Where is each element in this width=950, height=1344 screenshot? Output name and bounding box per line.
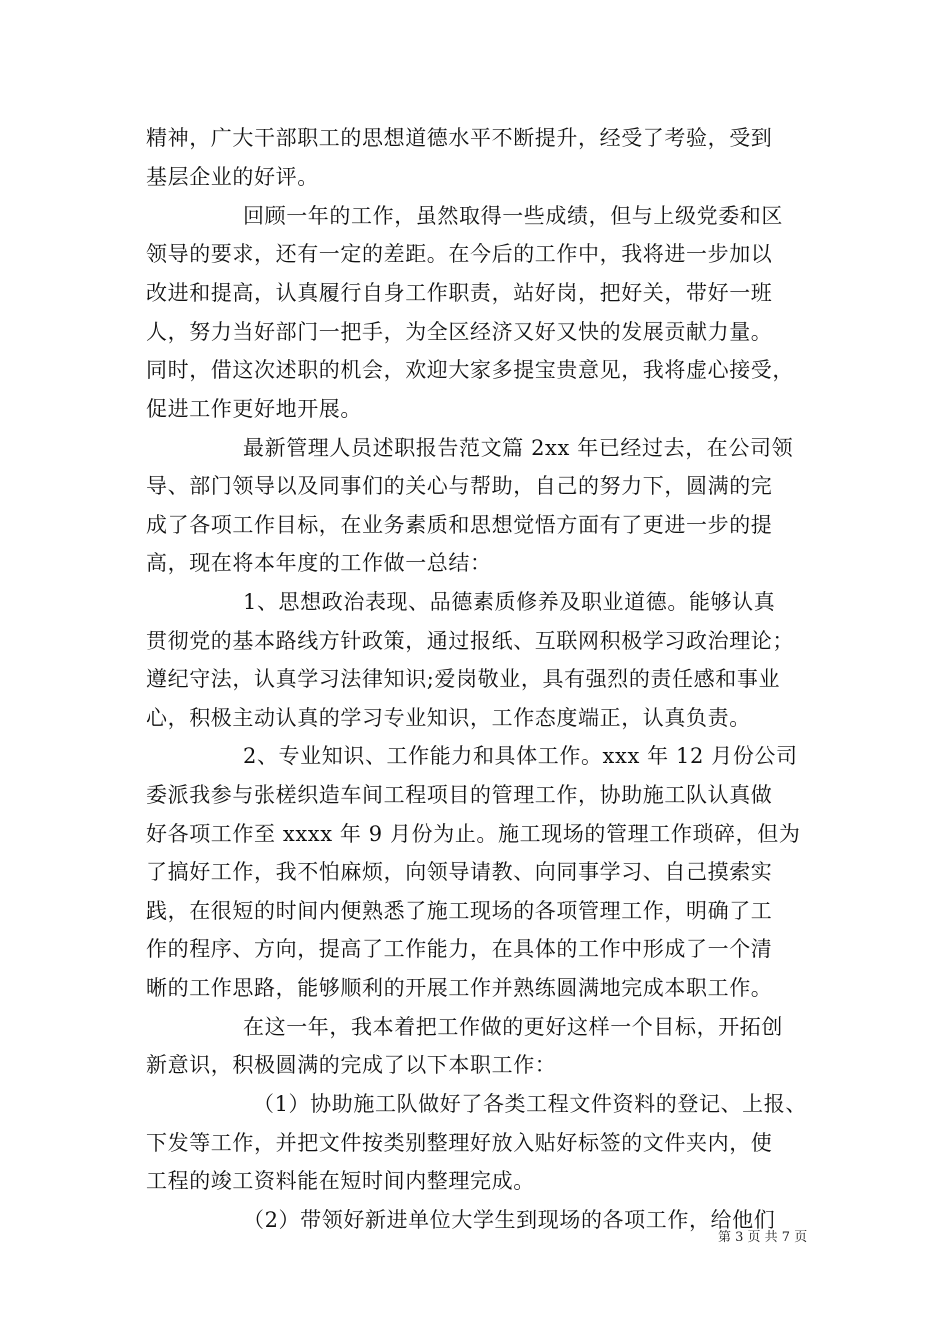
paragraph-line: 回顾一年的工作，虽然取得一些成绩，但与上级党委和区 <box>243 204 783 228</box>
paragraph-line: 2、专业知识、工作能力和具体工作。xxx 年 12 月份公司 <box>243 744 798 768</box>
paragraph-line: 1、思想政治表现、品德素质修养及职业道德。能够认真 <box>243 590 776 614</box>
paragraph-line: 新意识，积极圆满的完成了以下本职工作： <box>146 1053 557 1077</box>
paragraph-line: 委派我参与张槎织造车间工程项目的管理工作，协助施工队认真做 <box>146 783 773 807</box>
paragraph-line: 下发等工作，并把文件按类别整理好放入贴好标签的文件夹内，使 <box>146 1131 773 1155</box>
paragraph-line: 好各项工作至 xxxx 年 9 月份为止。施工现场的管理工作琐碎，但为 <box>146 822 801 846</box>
paragraph-line: 导、部门领导以及同事们的关心与帮助，自己的努力下，圆满的完 <box>146 474 773 498</box>
paragraph-line: 最新管理人员述职报告范文篇 2xx 年已经过去，在公司领 <box>243 436 794 460</box>
paragraph-line: （1）协助施工队做好了各类工程文件资料的登记、上报、 <box>253 1092 807 1116</box>
paragraph-line: 同时，借这次述职的机会，欢迎大家多提宝贵意见，我将虚心接受， <box>146 358 794 382</box>
paragraph-line: （2）带领好新进单位大学生到现场的各项工作，给他们 <box>243 1208 776 1232</box>
paragraph-line: 了搞好工作，我不怕麻烦，向领导请教、向同事学习、自己摸索实 <box>146 860 773 884</box>
paragraph-line: 作的程序、方向，提高了工作能力，在具体的工作中形成了一个清 <box>146 937 773 961</box>
paragraph-line: 改进和提高，认真履行自身工作职责，站好岗，把好关，带好一班 <box>146 281 773 305</box>
paragraph-line: 遵纪守法，认真学习法律知识;爱岗敬业，具有强烈的责任感和事业 <box>146 667 781 691</box>
paragraph-line: 促进工作更好地开展。 <box>146 397 362 421</box>
paragraph-line: 晰的工作思路，能够顺利的开展工作并熟练圆满地完成本职工作。 <box>146 976 773 1000</box>
paragraph-line: 在这一年，我本着把工作做的更好这样一个目标，开拓创 <box>243 1015 783 1039</box>
page-number-footer: 第 3 页 共 7 页 <box>718 1230 808 1245</box>
paragraph-line: 精神，广大干部职工的思想道德水平不断提升，经受了考验，受到 <box>146 126 773 150</box>
paragraph-line: 工程的竣工资料能在短时间内整理完成。 <box>146 1169 535 1193</box>
paragraph-line: 领导的要求，还有一定的差距。在今后的工作中，我将进一步加以 <box>146 242 773 266</box>
paragraph-line: 心，积极主动认真的学习专业知识，工作态度端正，认真负责。 <box>146 706 751 730</box>
paragraph-line: 人，努力当好部门一把手，为全区经济又好又快的发展贡献力量。 <box>146 320 773 344</box>
paragraph-line: 基层企业的好评。 <box>146 165 319 189</box>
paragraph-line: 成了各项工作目标，在业务素质和思想觉悟方面有了更进一步的提 <box>146 513 773 537</box>
paragraph-line: 践，在很短的时间内便熟悉了施工现场的各项管理工作，明确了工 <box>146 899 773 923</box>
paragraph-line: 高，现在将本年度的工作做一总结： <box>146 551 492 575</box>
paragraph-line: 贯彻党的基本路线方针政策，通过报纸、互联网积极学习政治理论； <box>146 629 794 653</box>
